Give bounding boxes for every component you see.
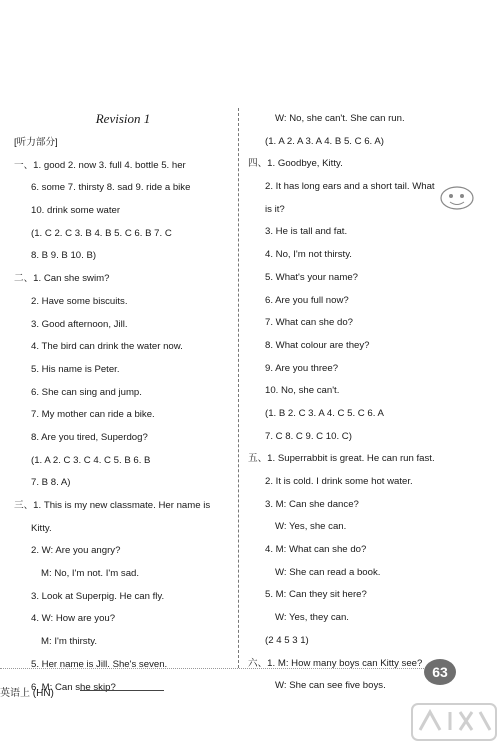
left-answer-line: 2. Have some biscuits.: [31, 295, 128, 307]
footer-label: 英语上 (HN): [0, 688, 54, 699]
right-answer-line: 8. What colour are they?: [265, 339, 370, 351]
right-answer-line: 7. What can she do?: [265, 317, 353, 329]
left-answer-line: 5. His name is Peter.: [31, 363, 120, 375]
left-answer-line: M: I'm thirsty.: [41, 636, 98, 648]
left-answer-line: 一、1. good 2. now 3. full 4. bottle 5. her: [14, 159, 186, 171]
right-answer-line: 2. It has long ears and a short tail. What: [265, 181, 435, 193]
right-answer-line: W: She can see five boys.: [275, 680, 386, 692]
left-answer-line: 3. Good afternoon, Jill.: [31, 318, 128, 330]
left-column: [14, 108, 232, 699]
left-answer-line: 2. W: Are you angry?: [31, 545, 121, 557]
right-answer-line: 5. M: Can they sit here?: [265, 589, 367, 601]
right-answer-line: 4. No, I'm not thirsty.: [265, 249, 352, 261]
right-answer-line: 5. What's your name?: [265, 271, 359, 283]
left-answer-line: Kitty.: [31, 522, 52, 534]
left-answer-line: (1. A 2. C 3. C 4. C 5. B 6. B: [31, 454, 151, 466]
right-answer-line: 五、1. Superrabbit is great. He can run fast.: [248, 453, 435, 465]
left-answer-line: 6. some 7. thirsty 8. sad 9. ride a bike: [31, 182, 191, 194]
left-answer-line: 8. Are you tired, Superdog?: [31, 431, 148, 443]
right-answer-line: 7. C 8. C 9. C 10. C): [265, 430, 352, 442]
right-answer-line: (1. A 2. A 3. A 4. B 5. C 6. A): [265, 135, 384, 147]
right-answer-line: W: Yes, they can.: [275, 612, 349, 624]
left-answer-line: 7. B 8. A): [31, 477, 71, 489]
right-answer-line: 3. He is tall and fat.: [265, 226, 348, 238]
left-answer-line: 三、1. This is my new classmate. Her name is: [14, 500, 211, 511]
footer-rule: [80, 690, 164, 691]
right-answer-line: W: Yes, she can.: [275, 521, 347, 533]
page-number: 63: [424, 659, 456, 685]
left-answer-line: 6. She can sing and jump.: [31, 386, 142, 398]
mascot-stamp-icon: [438, 184, 476, 212]
right-answer-line: 3. M: Can she dance?: [265, 498, 359, 510]
right-answer-line: (1. B 2. C 3. A 4. C 5. C 6. A: [265, 407, 384, 419]
left-answer-line: 7. My mother can ride a bike.: [31, 409, 155, 421]
left-answer-line: (1. C 2. C 3. B 4. B 5. C 6. B 7. C: [31, 227, 172, 239]
left-lines: [14, 132, 232, 699]
left-answer-line: M: No, I'm not. I'm sad.: [41, 568, 140, 580]
footer-divider: [0, 668, 430, 669]
left-answer-line: 10. drink some water: [31, 205, 121, 217]
right-answer-line: 六、1. M: How many boys can Kitty see?: [248, 657, 423, 669]
right-answer-line: 9. Are you three?: [265, 362, 339, 374]
left-answer-line: 8. B 9. B 10. B): [31, 250, 97, 262]
right-answer-line: (2 4 5 3 1): [265, 634, 309, 646]
left-answer-line: 5. Her name is Jill. She's seven.: [31, 658, 168, 670]
right-answer-line: is it?: [265, 203, 285, 215]
column-divider: [238, 108, 239, 668]
watermark-logo-icon: [410, 700, 498, 744]
right-answer-line: 10. No, she can't.: [265, 385, 340, 397]
left-answer-line: 3. Look at Superpig. He can fly.: [31, 590, 165, 602]
right-answer-line: 6. Are you full now?: [265, 294, 349, 306]
right-answer-line: 2. It is cold. I drink some hot water.: [265, 476, 413, 487]
left-answer-line: 4. W: How are you?: [31, 613, 116, 625]
right-answer-line: W: No, she can't. She can run.: [275, 113, 405, 124]
left-answer-line: 二、1. Can she swim?: [14, 273, 110, 285]
right-answer-line: 四、1. Goodbye, Kitty.: [248, 158, 343, 170]
right-answer-line: 4. M: What can she do?: [265, 544, 367, 556]
right-answer-line: W: She can read a book.: [275, 566, 381, 578]
page-title: Revision 1: [95, 111, 151, 126]
left-answer-line: 6. M: Can she skip?: [31, 681, 116, 693]
left-answer-line: [听力部分]: [14, 137, 58, 148]
left-answer-line: 4. The bird can drink the water now.: [31, 341, 183, 353]
